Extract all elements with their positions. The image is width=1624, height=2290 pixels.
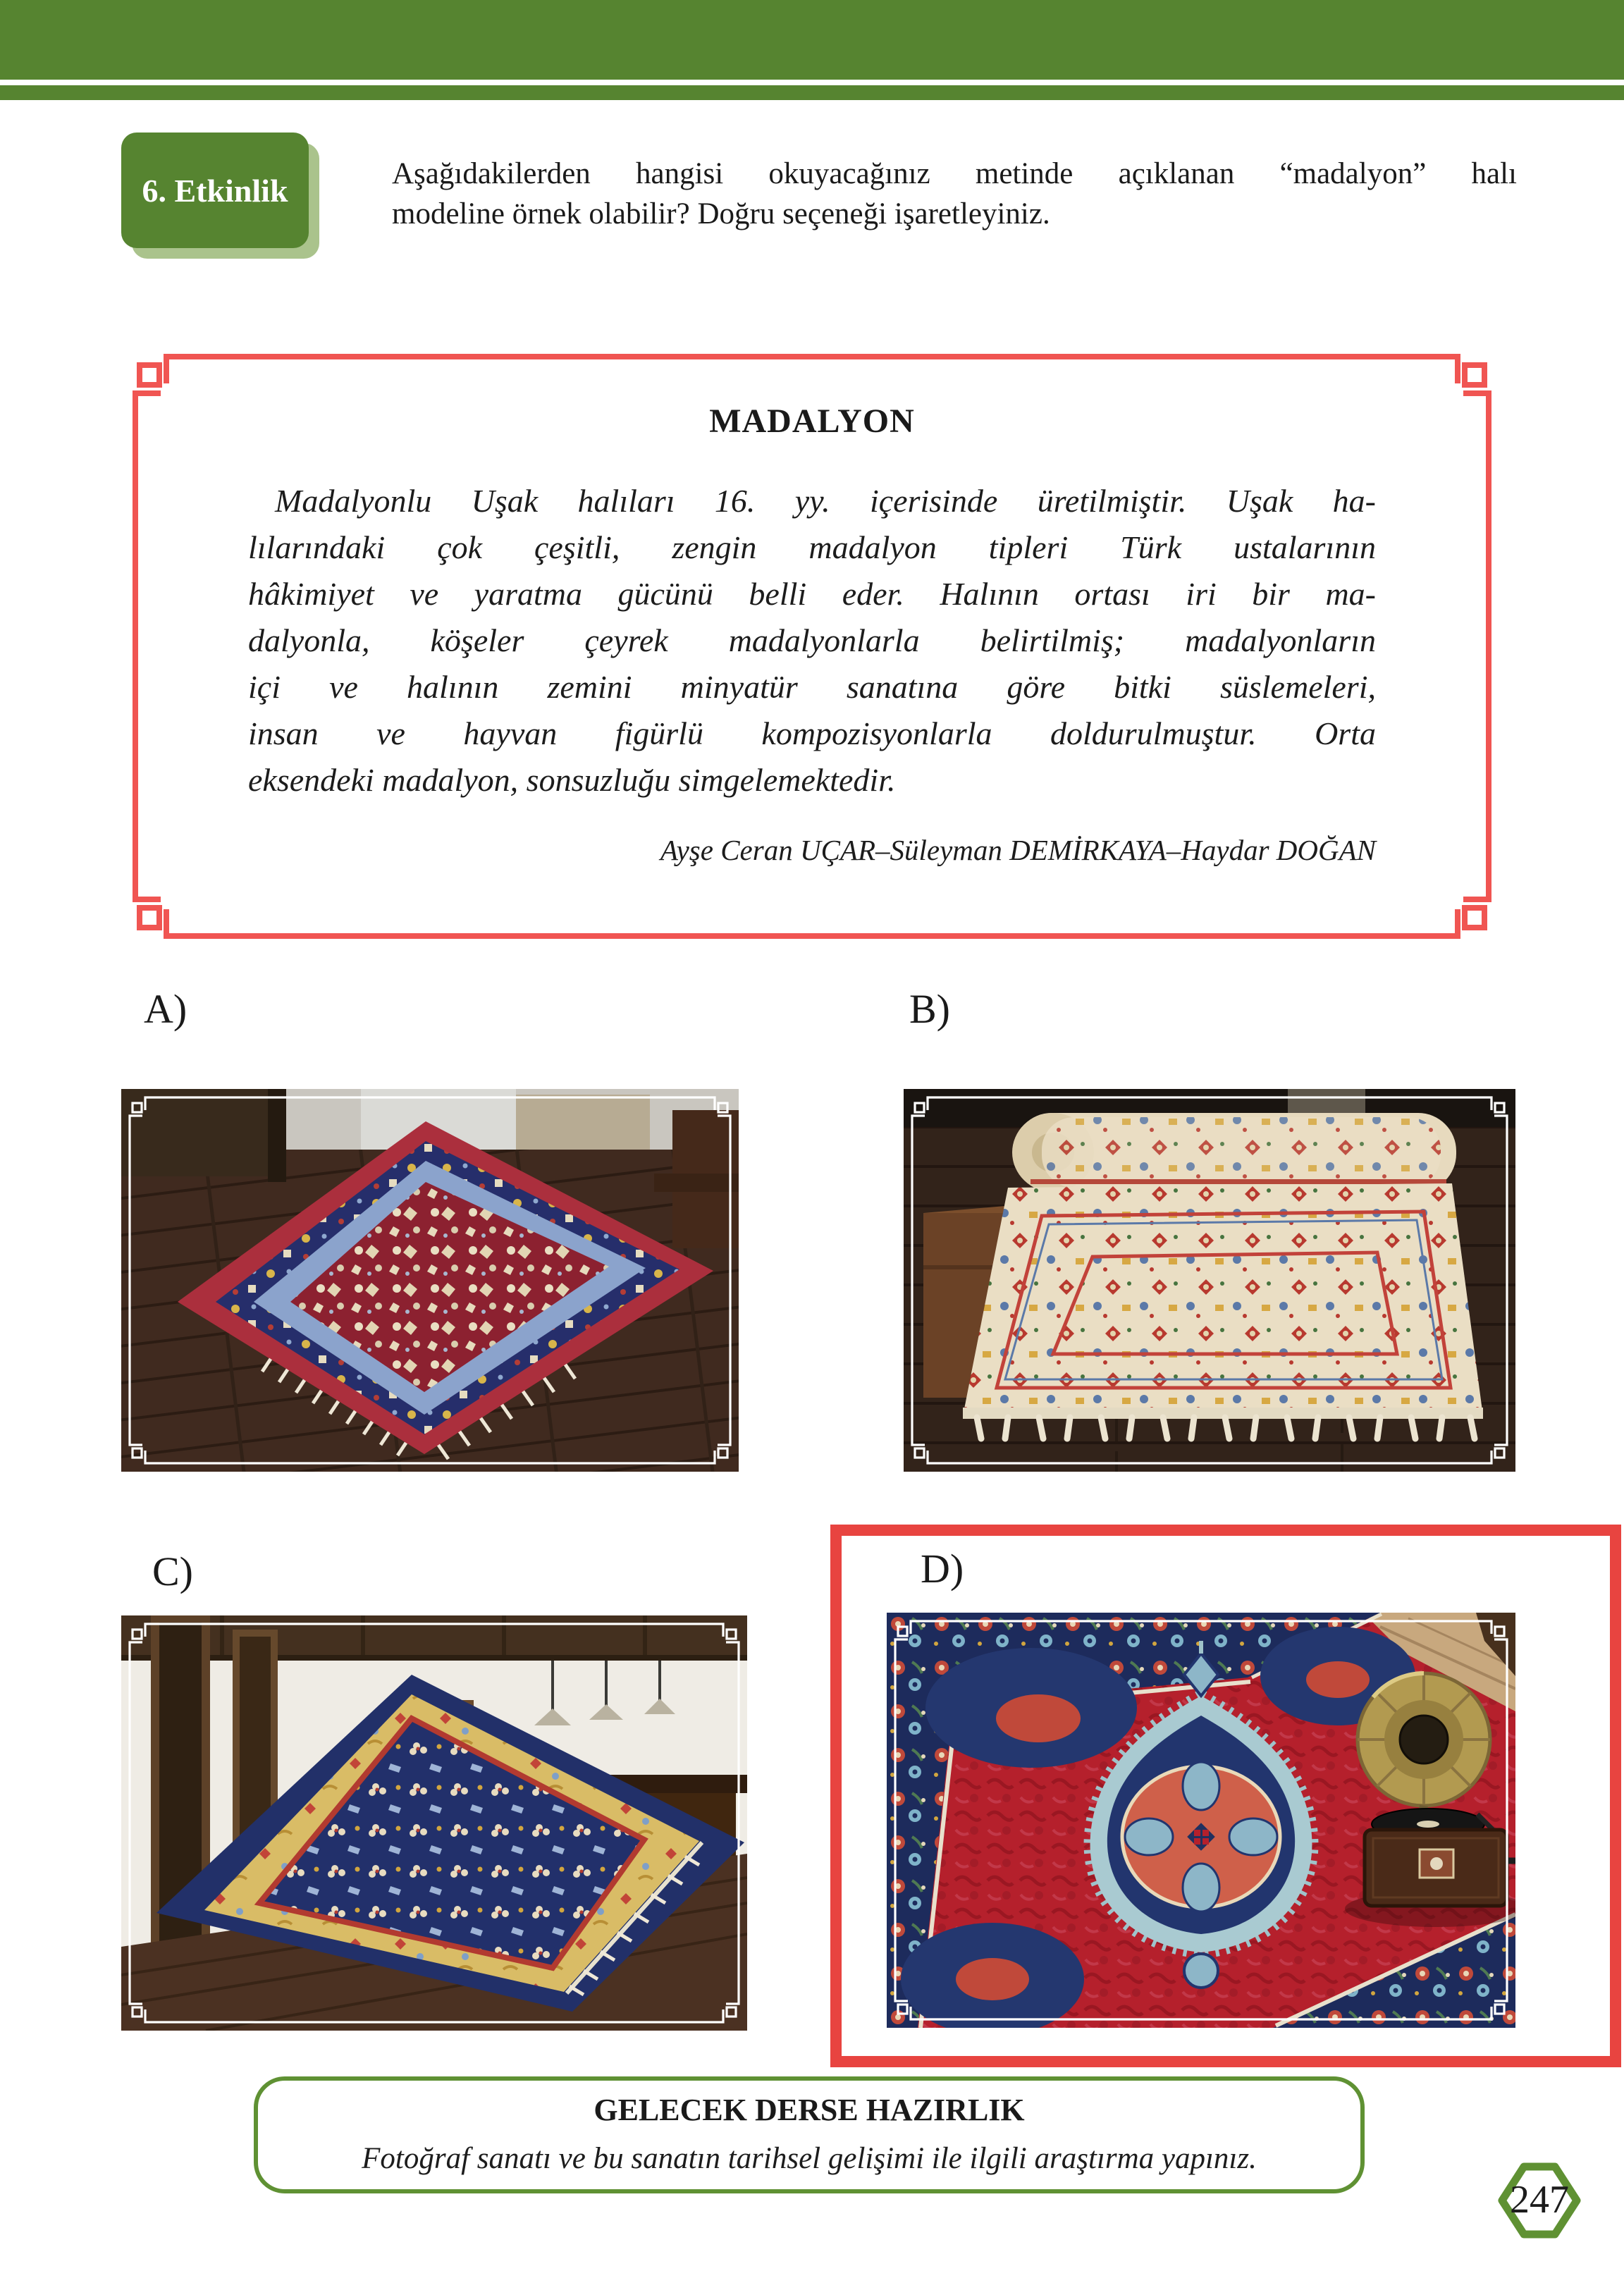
question-line: Aşağıdakilerden hangisi okuyacağınız metinde açıklanan “madalyon” halı	[392, 157, 1517, 190]
option-c-photo	[121, 1615, 747, 2031]
option-b-label: B)	[909, 986, 950, 1032]
reading-attribution: Ayşe Ceran UÇAR–Süleyman DEMİRKAYA–Haydar DOĞAN	[660, 834, 1376, 866]
option-b[interactable]	[904, 985, 1515, 1472]
option-d-photo	[887, 1613, 1515, 2028]
reading-line: lılarındaki çok çeşitli, zengin madalyon tipleri Türk ustalarının	[248, 529, 1376, 565]
reading-title: MADALYON	[709, 402, 915, 440]
carpet-photo-cream-rolled	[904, 1089, 1515, 1472]
reading-body	[248, 478, 1376, 804]
option-c[interactable]	[121, 1548, 747, 2031]
activity-badge-label: 6. Etkinlik	[142, 172, 288, 209]
option-a-photo	[121, 1089, 739, 1472]
option-a-label: A)	[144, 986, 187, 1032]
carpet-photo-navy-draped	[121, 1615, 747, 2031]
carpet-photo-red-allover	[121, 1089, 739, 1472]
header-bar-thin	[0, 85, 1624, 100]
option-d-label: D)	[921, 1546, 964, 1592]
activity-badge	[121, 133, 309, 248]
page-number-hexagon	[1498, 2160, 1581, 2240]
header-bar-thick	[0, 0, 1624, 80]
page-number: 247	[1510, 2178, 1569, 2222]
reading-line: insan ve hayvan figürlü kompozisyonlarla doldurulmuştur. Orta	[248, 715, 1376, 751]
reading-line: eksendeki madalyon, sonsuzluğu simgelemektedir.	[248, 762, 896, 798]
question-line: modeline örnek olabilir? Doğru seçeneği işaretleyiniz.	[392, 197, 1050, 230]
question-text	[392, 154, 1517, 234]
option-b-photo	[904, 1089, 1515, 1472]
reading-line: hâkimiyet ve yaratma gücünü belli eder. Halının ortası iri bir ma-	[248, 576, 1376, 612]
reading-line: Madalyonlu Uşak halıları 16. yy. içerisinde üretilmiştir. Uşak ha-	[275, 483, 1376, 519]
reading-line: içi ve halının zemini minyatür sanatına göre bitki süslemeleri,	[248, 669, 1376, 705]
next-lesson-title: GELECEK DERSE HAZIRLIK	[593, 2093, 1025, 2127]
option-c-label: C)	[152, 1549, 193, 1594]
next-lesson-text: Fotoğraf sanatı ve bu sanatın tarihsel gelişimi ile ilgili araştırma yapınız.	[362, 2142, 1257, 2175]
reading-box	[118, 340, 1506, 953]
reading-line: dalyonla, köşeler çeyrek madalyonlarla belirtilmiş; madalyonların	[248, 622, 1376, 658]
next-lesson-box	[254, 2076, 1365, 2193]
option-d[interactable]	[887, 1545, 1515, 2028]
option-a[interactable]	[121, 985, 739, 1472]
carpet-photo-medallion-gramophone	[887, 1613, 1515, 2028]
